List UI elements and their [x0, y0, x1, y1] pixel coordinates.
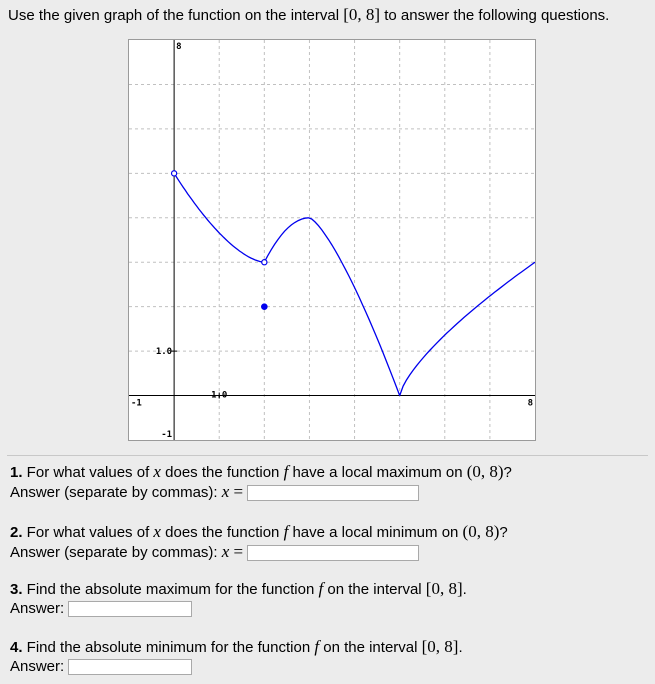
graph-canvas	[129, 40, 535, 440]
question-text: on the interval	[319, 639, 422, 656]
question-text: For what values of	[22, 464, 154, 481]
interval-math: (0, 8)	[462, 522, 500, 541]
grid-lines	[129, 40, 535, 440]
answer-label: Answer (separate by commas):	[10, 544, 222, 561]
var-x: x	[221, 542, 230, 561]
interval-math: [0, 8]	[425, 579, 463, 598]
x-unit-label: 1.0	[211, 390, 228, 401]
answer-label: Answer (separate by commas):	[10, 484, 222, 501]
closed-point-marker	[262, 304, 268, 310]
question-text: on the interval	[323, 581, 426, 598]
fn-f: f	[283, 462, 289, 481]
x-axis-min-label: -1	[131, 398, 142, 409]
interval-math: (0, 8)	[466, 462, 504, 481]
axes	[129, 40, 535, 440]
interval-math: [0, 8]	[421, 637, 459, 656]
function-graph	[128, 39, 536, 441]
question-end: ?	[503, 464, 512, 481]
answer-input-1[interactable]	[247, 485, 419, 501]
instructions-text: Use the given graph of the function on the interval	[8, 7, 344, 24]
question-text: Find the absolute minimum for the function	[22, 639, 315, 656]
question-text: have a local minimum on	[288, 524, 463, 541]
question-end: .	[458, 639, 463, 656]
question-text: does the function	[160, 464, 284, 481]
y-unit-label: 1.0	[155, 347, 173, 358]
var-x: x	[221, 482, 230, 501]
instructions-text-end: to answer the following questions.	[380, 7, 610, 24]
y-axis-max-label: 8	[176, 42, 182, 52]
answer-label: Answer:	[10, 600, 69, 617]
instructions	[8, 5, 609, 25]
answer-input-2[interactable]	[247, 545, 419, 561]
question-text: have a local maximum on	[288, 464, 467, 481]
fn-f: f	[314, 637, 320, 656]
question-end: .	[462, 581, 467, 598]
var-x: x	[153, 462, 161, 481]
question-text: does the function	[160, 524, 284, 541]
divider	[7, 455, 648, 456]
question-end: ?	[499, 524, 508, 541]
x-axis-max-label: 8	[527, 398, 533, 409]
answer-input-3[interactable]	[68, 601, 192, 617]
open-point-marker	[262, 260, 267, 265]
equals-sign: =	[229, 542, 244, 561]
fn-f: f	[318, 579, 324, 598]
question-number: 3.	[10, 581, 23, 598]
answer-input-4[interactable]	[68, 659, 192, 675]
question-number: 4.	[10, 639, 23, 656]
question-4	[10, 637, 463, 677]
question-number: 2.	[10, 524, 23, 541]
answer-label: Answer:	[10, 658, 69, 675]
question-text: Find the absolute maximum for the function	[22, 581, 319, 598]
function-curve	[174, 173, 535, 395]
question-text: For what values of	[22, 524, 154, 541]
question-1	[10, 462, 512, 502]
question-number: 1.	[10, 464, 23, 481]
axis-labels	[131, 42, 533, 440]
open-point-marker	[172, 171, 177, 176]
equals-sign: =	[229, 482, 244, 501]
var-x: x	[153, 522, 161, 541]
interval-math: [0, 8]	[343, 5, 381, 24]
fn-f: f	[283, 522, 289, 541]
y-axis-min-label: -1	[161, 430, 173, 440]
question-2	[10, 522, 508, 562]
question-3	[10, 579, 467, 619]
